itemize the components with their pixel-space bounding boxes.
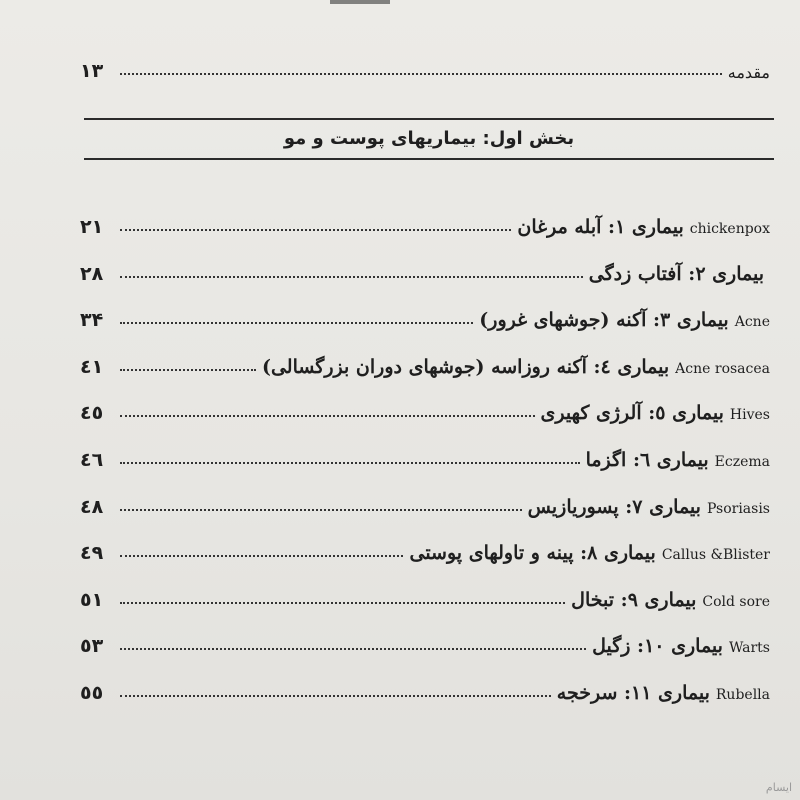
toc-entry-latin-name: Warts xyxy=(728,640,770,656)
toc-entry-row xyxy=(80,384,770,424)
toc-entry-row xyxy=(80,198,770,238)
toc-entry-row xyxy=(80,478,770,518)
toc-entry-title xyxy=(541,402,771,424)
toc-entry-latin-name: Acne xyxy=(734,314,770,330)
toc-entry-row xyxy=(80,524,770,564)
toc-entry-latin-name: Cold sore xyxy=(702,594,770,610)
toc-entry-row xyxy=(80,291,770,331)
toc-entry-latin-name: Psoriasis xyxy=(706,501,770,517)
toc-entry-persian-title: بیماری ۸: پینه و تاولهای پوستی xyxy=(409,542,656,564)
toc-leader-dots xyxy=(120,462,580,464)
toc-entry-persian-title: بیماری ۱۱: سرخجه xyxy=(556,682,710,704)
toc-entry-latin-name: chickenpox xyxy=(689,221,770,237)
toc-entry-page: ۲۸ xyxy=(80,263,104,285)
toc-leader-dots xyxy=(120,415,535,417)
toc-leader-dots xyxy=(120,229,511,231)
toc-entry-persian-title: بیماری ۷: پسوریازیس xyxy=(527,496,701,518)
toc-entry-title xyxy=(479,309,770,331)
toc-entry-row xyxy=(80,245,770,285)
section-top-rule xyxy=(84,118,774,120)
toc-entry-page: ۲۱ xyxy=(80,216,104,238)
toc-entry-title xyxy=(586,449,770,471)
toc-leader-dots xyxy=(120,322,473,324)
toc-entry-title xyxy=(589,263,770,285)
toc-leader-dots xyxy=(120,648,586,650)
toc-leader-dots xyxy=(120,369,256,371)
toc-entry-latin-name: Callus &Blister xyxy=(661,547,770,563)
toc-entry-title xyxy=(528,496,770,518)
toc-entry-title xyxy=(262,356,770,378)
toc-entry-persian-title: بیماری ٥: آلرژی کهیری xyxy=(540,402,724,424)
toc-entry-persian-title: بیماری ۹: تبخال xyxy=(571,589,697,611)
toc-entry-page: ٤۹ xyxy=(80,542,104,564)
toc-leader-dots xyxy=(120,555,403,557)
toc-entry-latin-name: Acne rosacea xyxy=(675,361,770,377)
toc-entry-persian-title: بیماری ۱: آبله مرغان xyxy=(517,216,684,238)
toc-entry-persian-title: بیماری ٦: اگزما xyxy=(585,449,709,471)
toc-entry-page: ٥۳ xyxy=(80,635,104,657)
toc-entry-title xyxy=(409,542,770,564)
toc-entry-page: ٤۱ xyxy=(80,356,104,378)
watermark-text: ایسام xyxy=(765,781,792,794)
toc-entry-page: ٤٦ xyxy=(80,449,104,471)
toc-leader-dots xyxy=(120,509,522,511)
toc-intro-title-text: مقدمه xyxy=(727,63,770,82)
toc-entry-title xyxy=(592,635,770,657)
toc-entry-row xyxy=(80,338,770,378)
toc-intro-page: ۱۳ xyxy=(80,60,104,82)
toc-entry-row xyxy=(80,431,770,471)
toc-intro-row xyxy=(80,42,770,82)
cropped-header-fragment xyxy=(300,0,420,14)
toc-entry-page: ٥۱ xyxy=(80,589,104,611)
toc-entry-latin-name: Hives xyxy=(729,407,770,423)
toc-entry-page: ٤٥ xyxy=(80,402,104,424)
toc-entry-persian-title: بیماری ٤: آکنه روزاسه (جوشهای دوران بزرگسالی) xyxy=(261,356,670,378)
toc-leader-dots xyxy=(120,276,583,278)
toc-entry-persian-title: بیماری ۲: آفتاب زدگی xyxy=(588,263,764,285)
toc-entry-page: ۳۴ xyxy=(80,309,104,331)
toc-entry-persian-title: بیماری ۱۰: زگیل xyxy=(592,635,723,657)
toc-leader-dots xyxy=(120,695,551,697)
toc-entry-title xyxy=(571,589,770,611)
toc-intro-title xyxy=(728,63,770,82)
toc-entry-latin-name: Rubella xyxy=(715,687,770,703)
toc-entry-page: ٤۸ xyxy=(80,496,104,518)
section-bottom-rule xyxy=(84,158,774,160)
toc-leader-dots xyxy=(120,602,565,604)
toc-leader-dots xyxy=(120,73,722,75)
toc-entry-page: ٥٥ xyxy=(80,682,104,704)
toc-entry-row xyxy=(80,571,770,611)
toc-entry-row xyxy=(80,617,770,657)
toc-entry-row xyxy=(80,664,770,704)
section-title: بخش اول: بیماریهای پوست و مو xyxy=(283,128,575,149)
toc-entry-latin-name: Eczema xyxy=(714,454,770,470)
toc-entry-persian-title: بیماری ۳: آکنه (جوشهای غرور) xyxy=(479,309,729,331)
toc-entry-title xyxy=(557,682,770,704)
toc-entry-title xyxy=(517,216,770,238)
